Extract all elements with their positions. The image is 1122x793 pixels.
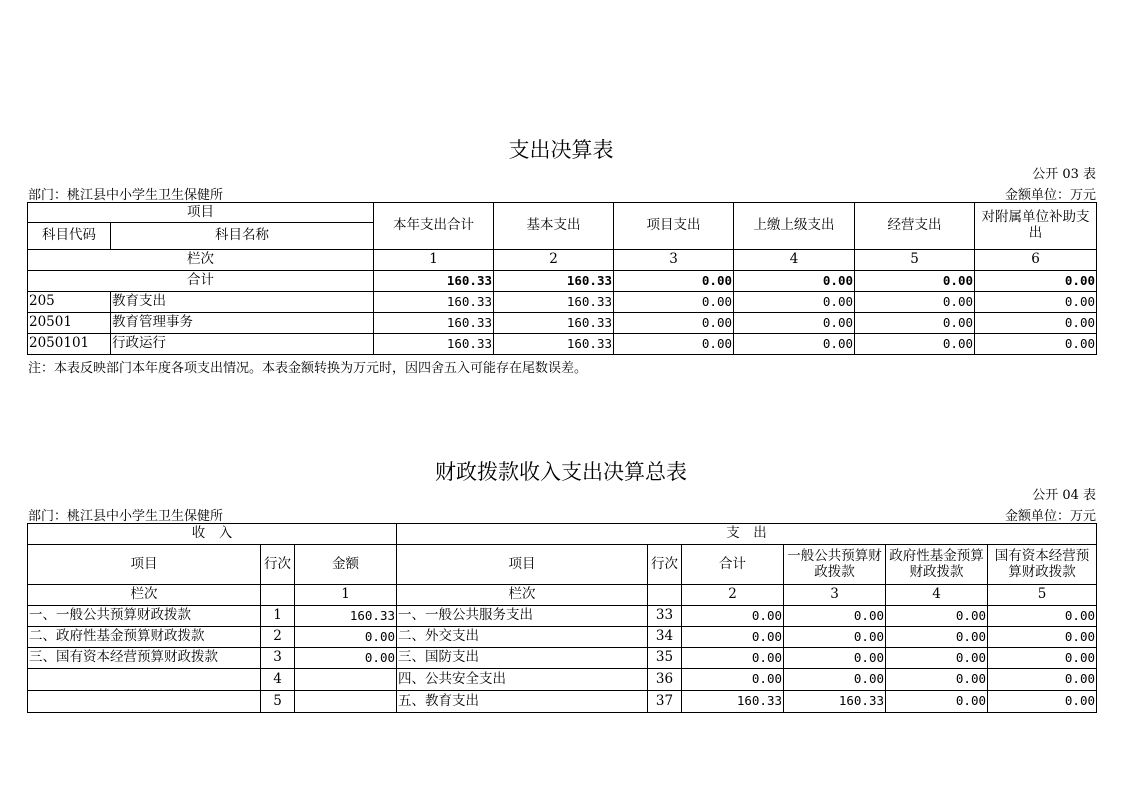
row-value: 0.00: [614, 334, 734, 355]
row-code: 2050101: [28, 334, 111, 355]
row-value: 160.33: [494, 292, 614, 313]
row-value: 0.00: [614, 292, 734, 313]
ex-line: 36: [648, 669, 682, 691]
ex-value: 160.33: [682, 691, 784, 713]
ex-value: 0.00: [886, 669, 988, 691]
table-row: [28, 334, 1097, 355]
col-row-label: 栏次: [28, 585, 261, 606]
header-income: 收 入: [28, 524, 397, 545]
sum-value: 0.00: [855, 271, 975, 292]
ex-item: 二、外交支出: [397, 627, 648, 648]
col-num: 2: [494, 250, 614, 271]
row-value: 160.33: [494, 313, 614, 334]
sum-value: 0.00: [614, 271, 734, 292]
ex-value: 0.00: [682, 627, 784, 648]
column-number-row: [28, 250, 1097, 271]
in-item: [28, 691, 261, 713]
row-value: 0.00: [734, 313, 855, 334]
row-value: 0.00: [855, 334, 975, 355]
ex-value: 0.00: [886, 648, 988, 669]
row-value: 160.33: [374, 334, 494, 355]
header-upper: 上缴上级支出: [734, 203, 855, 250]
sum-row: [28, 271, 1097, 292]
ex-line: 35: [648, 648, 682, 669]
header-project: 项目支出: [614, 203, 734, 250]
col-num: 5: [988, 585, 1097, 606]
in-amount: [295, 669, 397, 691]
col-num: 2: [682, 585, 784, 606]
ex-value: 0.00: [682, 669, 784, 691]
ex-item: 五、教育支出: [397, 691, 648, 713]
in-item: 二、政府性基金预算财政拨款: [28, 627, 261, 648]
ex-value: 0.00: [886, 606, 988, 627]
ex-value: 160.33: [784, 691, 886, 713]
row-value: 160.33: [494, 334, 614, 355]
header-amount: 金额: [295, 545, 397, 585]
table-row: [28, 648, 1097, 669]
ex-item: 四、公共安全支出: [397, 669, 648, 691]
ex-value: 0.00: [784, 606, 886, 627]
header-ex-item: 项目: [397, 545, 648, 585]
row-code: 205: [28, 292, 111, 313]
in-item: 三、国有资本经营预算财政拨款: [28, 648, 261, 669]
table-row: [28, 691, 1097, 713]
table2-unit: 金额单位：万元: [1004, 509, 1096, 524]
table-row: [28, 313, 1097, 334]
table1-note: 注：本表反映部门本年度各项支出情况。本表金额转换为万元时，因四舍五入可能存在尾数误差。: [28, 361, 588, 376]
in-line: 2: [261, 627, 295, 648]
ex-line: 33: [648, 606, 682, 627]
row-value: 0.00: [975, 292, 1097, 313]
in-amount: 160.33: [295, 606, 397, 627]
in-line: 4: [261, 669, 295, 691]
header-total: 合计: [682, 545, 784, 585]
header-ex-line: 行次: [648, 545, 682, 585]
table2-form-no: 公开 04 表: [1032, 488, 1096, 503]
col-num: 3: [614, 250, 734, 271]
header-basic: 基本支出: [494, 203, 614, 250]
ex-item: 三、国防支出: [397, 648, 648, 669]
ex-value: 0.00: [682, 648, 784, 669]
ex-value: 0.00: [988, 606, 1097, 627]
row-code: 20501: [28, 313, 111, 334]
row-name: 教育支出: [111, 292, 374, 313]
row-value: 0.00: [975, 313, 1097, 334]
table-row: [28, 627, 1097, 648]
row-value: 0.00: [855, 292, 975, 313]
in-amount: 0.00: [295, 627, 397, 648]
ex-value: 0.00: [988, 648, 1097, 669]
sum-value: 160.33: [374, 271, 494, 292]
row-value: 0.00: [855, 313, 975, 334]
row-name: 教育管理事务: [111, 313, 374, 334]
header-item: 项目: [28, 203, 374, 223]
in-amount: [295, 691, 397, 713]
in-line: 5: [261, 691, 295, 713]
header-total: 本年支出合计: [374, 203, 494, 250]
table1-form-no: 公开 03 表: [1032, 167, 1096, 182]
col-row-label: 栏次: [397, 585, 648, 606]
ex-line: 34: [648, 627, 682, 648]
sum-value: 0.00: [734, 271, 855, 292]
col-num: 4: [734, 250, 855, 271]
ex-value: 0.00: [988, 691, 1097, 713]
ex-value: 0.00: [682, 606, 784, 627]
ex-value: 0.00: [784, 669, 886, 691]
row-value: 0.00: [975, 334, 1097, 355]
table-row: [28, 292, 1097, 313]
ex-value: 0.00: [886, 691, 988, 713]
ex-value: 0.00: [886, 627, 988, 648]
row-value: 160.33: [374, 292, 494, 313]
row-value: 0.00: [734, 292, 855, 313]
row-name: 行政运行: [111, 334, 374, 355]
in-line: 1: [261, 606, 295, 627]
table-row: [28, 606, 1097, 627]
header-fund: 政府性基金预算财政拨款: [886, 545, 988, 585]
header-name: 科目名称: [111, 223, 374, 250]
sum-value: 0.00: [975, 271, 1097, 292]
header-subsidy: 对附属单位补助支出: [975, 203, 1097, 250]
table1-dept: 部门：桃江县中小学生卫生保健所: [28, 188, 224, 203]
row-value: 0.00: [614, 313, 734, 334]
in-item: [28, 669, 261, 691]
expenditure-table: [27, 202, 1097, 355]
sum-label: 合计: [28, 271, 374, 292]
col-num: 5: [855, 250, 975, 271]
header-code: 科目代码: [28, 223, 111, 250]
ex-value: 0.00: [988, 669, 1097, 691]
header-business: 经营支出: [855, 203, 975, 250]
col-num: 3: [784, 585, 886, 606]
col-num: 1: [374, 250, 494, 271]
table1-title: 支出决算表: [508, 138, 614, 162]
ex-value: 0.00: [784, 648, 886, 669]
header-in-line: 行次: [261, 545, 295, 585]
col-num: 6: [975, 250, 1097, 271]
header-in-item: 项目: [28, 545, 261, 585]
header-general: 一般公共预算财政拨款: [784, 545, 886, 585]
fiscal-summary-table: [27, 523, 1097, 713]
in-line: 3: [261, 648, 295, 669]
in-item: 一、一般公共预算财政拨款: [28, 606, 261, 627]
table2-dept: 部门：桃江县中小学生卫生保健所: [28, 509, 224, 524]
header-state: 国有资本经营预算财政拨款: [988, 545, 1097, 585]
sum-value: 160.33: [494, 271, 614, 292]
col-num: 4: [886, 585, 988, 606]
table2-title: 财政拨款收入支出决算总表: [435, 460, 687, 484]
in-amount: 0.00: [295, 648, 397, 669]
header-expense: 支 出: [397, 524, 1097, 545]
ex-value: 0.00: [988, 627, 1097, 648]
table1-unit: 金额单位：万元: [1004, 188, 1096, 203]
ex-line: 37: [648, 691, 682, 713]
col-num: 1: [295, 585, 397, 606]
column-number-row: [28, 585, 1097, 606]
row-value: 0.00: [734, 334, 855, 355]
col-row-label: 栏次: [28, 250, 374, 271]
ex-value: 0.00: [784, 627, 886, 648]
row-value: 160.33: [374, 313, 494, 334]
table-row: [28, 669, 1097, 691]
ex-item: 一、一般公共服务支出: [397, 606, 648, 627]
